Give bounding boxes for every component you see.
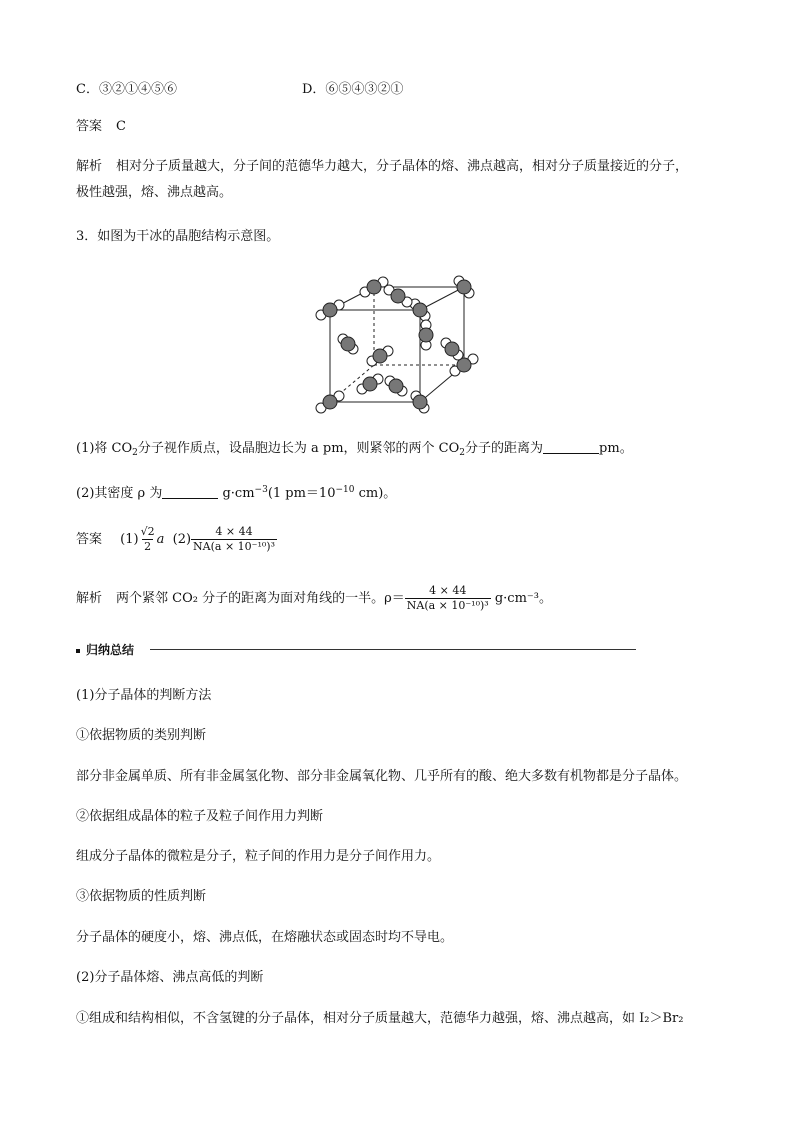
option-d: D．⑥⑤④③②① <box>302 82 404 97</box>
co2-molecule <box>411 391 429 413</box>
summary-t3: 分子晶体的硬度小，熔、沸点低，在熔融状态或固态时均不导电。 <box>76 930 454 945</box>
sub1-prefix: (1)将 CO <box>76 441 133 456</box>
ans2-label: (2) <box>172 532 192 547</box>
variable-a: a <box>156 532 165 547</box>
co2-molecule <box>360 277 388 297</box>
co2-molecule <box>410 299 430 321</box>
q2-answer <box>76 118 126 136</box>
subscript: 2 <box>132 448 138 458</box>
co2-molecule <box>454 276 474 298</box>
summary-m1: ①依据物质的类别判断 <box>76 728 207 743</box>
q3-analysis <box>76 582 552 616</box>
carbon-atom <box>341 337 355 351</box>
q2-analysis-line2: 极性越强，熔、沸点越高。 <box>76 185 233 200</box>
summary-h1: (1)分子晶体的判断方法 <box>76 688 212 703</box>
fraction-denominator: NA(a × 10⁻¹⁰)³ <box>193 540 275 553</box>
summary-t2: 组成分子晶体的微粒是分子，粒子间的作用力是分子间作用力。 <box>76 849 441 864</box>
fraction-numerator: √2 <box>140 525 155 538</box>
summary-t1: 部分非金属单质、所有非金属氢化物、部分非金属氧化物、几乎所有的酸、绝大多数有机物都是分子晶体。 <box>76 769 688 784</box>
dry-ice-unit-cell-diagram <box>312 268 492 418</box>
subscript: 2 <box>459 448 466 458</box>
sub2-unit: g·cm <box>222 486 255 501</box>
density-fraction <box>405 584 491 613</box>
carbon-atom <box>323 395 337 409</box>
fraction-denominator: NA(a × 10⁻¹⁰)³ <box>406 599 489 612</box>
density-fraction <box>191 525 277 554</box>
co2-molecule <box>316 300 344 320</box>
co2-molecule <box>338 334 358 354</box>
answer-label: 答案 <box>76 119 103 134</box>
carbon-atom <box>419 328 433 342</box>
summary-title: 归纳总结 <box>86 643 135 657</box>
carbon-atom <box>445 342 459 356</box>
fraction-denominator: 2 <box>144 540 152 553</box>
sub1-unit: pm。 <box>599 441 633 456</box>
sqrt2-over-2-fraction <box>139 525 157 554</box>
carbon-atom <box>457 280 471 294</box>
q3-answer <box>76 523 277 557</box>
carbon-atom <box>413 303 427 317</box>
answer-label: 答案 <box>76 532 103 547</box>
answer-value: C <box>116 119 126 134</box>
summary-m3: ③依据物质的性质判断 <box>76 889 207 904</box>
superscript: −10 <box>335 485 355 495</box>
analysis-unit: g·cm⁻³。 <box>494 591 552 606</box>
fraction-numerator: 4 × 44 <box>215 525 253 538</box>
q2-analysis-line1 <box>76 158 688 176</box>
answer-blank <box>543 441 599 454</box>
carbon-atom <box>323 303 337 317</box>
carbon-atom <box>391 289 405 303</box>
summary-t4: ①组成和结构相似，不含氢键的分子晶体，相对分子质量越大，范德华力越强，熔、沸点越高，如 I₂＞Br₂ <box>76 1011 684 1026</box>
carbon-atom <box>367 280 381 294</box>
fraction-numerator: 4 × 44 <box>429 584 467 597</box>
sub2-note: (1 pm＝10 <box>267 486 336 501</box>
carbon-atom <box>389 379 403 393</box>
sub2-prefix: (2)其密度 ρ 为 <box>76 486 163 501</box>
q3-sub1 <box>76 440 633 462</box>
sub1-suffix: 分子的距离为 <box>465 441 544 456</box>
bullet-icon <box>76 649 80 653</box>
carbon-atom <box>363 377 377 391</box>
summary-heading <box>76 641 134 658</box>
co2-molecule <box>441 338 463 360</box>
sub2-note-end: cm)。 <box>354 486 397 501</box>
co2-molecule <box>419 320 433 350</box>
superscript: −3 <box>254 485 268 495</box>
co2-molecule <box>357 374 383 394</box>
option-c: C．③②①④⑤⑥ <box>76 82 177 97</box>
summary-m2: ②依据组成晶体的粒子及粒子间作用力判断 <box>76 809 324 824</box>
q3-sub2 <box>76 481 396 503</box>
summary-h2: (2)分子晶体熔、沸点高低的判断 <box>76 970 264 985</box>
analysis-text: 两个紧邻 CO₂ 分子的距离为面对角线的一半。ρ＝ <box>116 591 405 606</box>
answer-blank <box>162 486 218 499</box>
analysis-text: 相对分子质量越大，分子间的范德华力越大，分子晶体的熔、沸点越高，相对分子质量接近的分子， <box>116 159 689 174</box>
ans1-label: (1) <box>120 532 139 547</box>
analysis-label: 解析 <box>76 591 103 606</box>
co2-molecule <box>385 376 407 396</box>
co2-molecule <box>384 285 412 307</box>
sub1-mid: 分子视作质点，设晶胞边长为 a pm，则紧邻的两个 CO <box>137 441 460 456</box>
summary-divider <box>150 649 636 650</box>
carbon-atom <box>373 349 387 363</box>
q3-stem: 3．如图为干冰的晶胞结构示意图。 <box>76 229 280 244</box>
analysis-label: 解析 <box>76 159 103 174</box>
carbon-atom <box>413 395 427 409</box>
co2-molecule <box>367 346 393 366</box>
